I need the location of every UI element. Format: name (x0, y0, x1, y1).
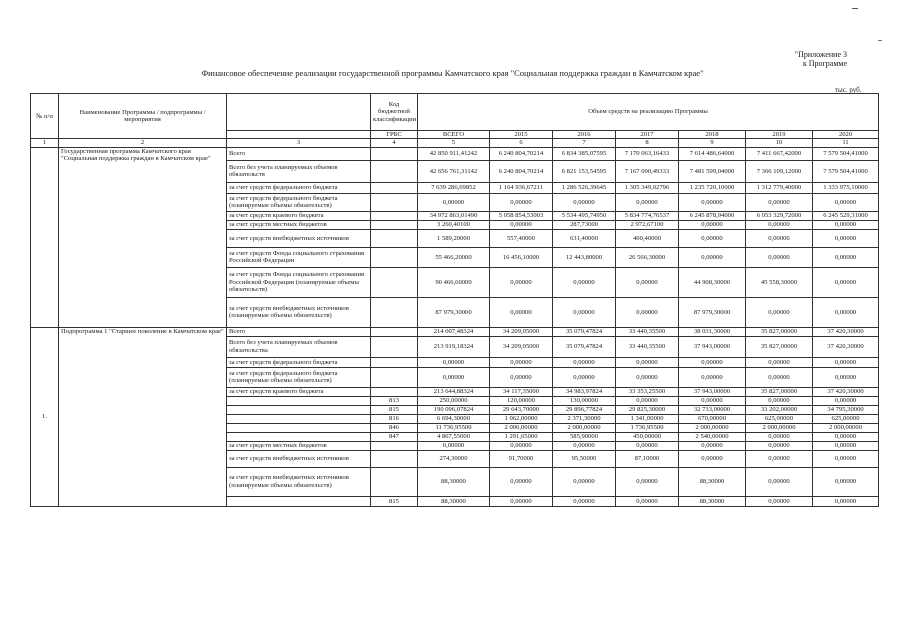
year-value: 0,00000 (679, 229, 746, 247)
total-value: 0,00000 (418, 367, 490, 387)
total-value: 3 260,40100 (418, 220, 490, 229)
year-value: 0,00000 (553, 357, 616, 367)
year-value: 0,00000 (679, 441, 746, 450)
grbs-code (371, 387, 418, 396)
header-total: ВСЕГО (418, 131, 490, 139)
column-index-cell: 8 (616, 139, 679, 147)
header-year: 2015 (490, 131, 553, 139)
year-value: 287,73000 (553, 220, 616, 229)
year-value: 0,00000 (746, 396, 813, 405)
year-value: 2 000,00000 (553, 423, 616, 432)
column-index-cell: 11 (813, 139, 879, 147)
funding-source: за счет средств местных бюджетов (227, 220, 371, 229)
year-value: 0,00000 (813, 432, 879, 441)
year-value: 0,00000 (616, 193, 679, 211)
year-value: 0,00000 (616, 496, 679, 506)
year-value: 34 209,05000 (490, 327, 553, 336)
year-value: 1 736,95500 (616, 423, 679, 432)
year-value: 670,00000 (679, 414, 746, 423)
total-value: 0,00000 (418, 357, 490, 367)
total-value: 190 096,07824 (418, 405, 490, 414)
total-value: 87 979,30000 (418, 297, 490, 327)
grbs-code (371, 297, 418, 327)
year-value: 37 420,30000 (813, 387, 879, 396)
year-value: 37 420,30000 (813, 336, 879, 357)
year-value: 2 000,00000 (490, 423, 553, 432)
year-value: 0,00000 (616, 267, 679, 297)
year-value: 0,00000 (746, 229, 813, 247)
year-value: 557,40000 (490, 229, 553, 247)
year-value: 44 908,30000 (679, 267, 746, 297)
year-value: 0,00000 (616, 297, 679, 327)
year-value: 0,00000 (553, 367, 616, 387)
year-value: 35 827,00000 (746, 336, 813, 357)
year-value: 0,00000 (679, 396, 746, 405)
year-value: 120,00000 (490, 396, 553, 405)
year-value: 2 972,67100 (616, 220, 679, 229)
year-value: 0,00000 (746, 467, 813, 496)
year-value: 0,00000 (746, 450, 813, 467)
year-value: 6 240 804,70214 (490, 147, 553, 160)
funding-source: за счет средств федерального бюджета (227, 182, 371, 193)
year-value: 0,00000 (616, 357, 679, 367)
year-value: 1 305 349,02796 (616, 182, 679, 193)
year-value: 450,00000 (616, 432, 679, 441)
year-value: 400,40000 (616, 229, 679, 247)
year-value: 0,00000 (746, 297, 813, 327)
funding-source (227, 423, 371, 432)
year-value: 7 579 504,41000 (813, 147, 879, 160)
year-value: 88,30000 (679, 467, 746, 496)
funding-source: за счет средств внебюджетных источников (227, 450, 371, 467)
total-value: 90 466,60000 (418, 267, 490, 297)
funding-source: Всего (227, 147, 371, 160)
appendix-label (737, 50, 847, 68)
year-value: 0,00000 (553, 267, 616, 297)
header-blank-2 (227, 131, 371, 139)
total-value: 4 867,55000 (418, 432, 490, 441)
year-value: 0,00000 (490, 467, 553, 496)
header-code: Код бюджетной классификации (371, 94, 418, 131)
year-value: 16 456,10000 (490, 247, 553, 267)
year-value: 33 440,35500 (616, 327, 679, 336)
year-value: 1 312 779,40000 (746, 182, 813, 193)
grbs-code (371, 450, 418, 467)
appendix-line-1: "Приложение 3 (794, 50, 847, 59)
year-value: 35 079,47824 (553, 327, 616, 336)
year-value: 29 643,70000 (490, 405, 553, 414)
year-value: 6 245 529,31000 (813, 211, 879, 220)
year-value: 2 540,00000 (679, 432, 746, 441)
year-value: 5 058 854,53003 (490, 211, 553, 220)
grbs-code (371, 147, 418, 160)
header-year: 2020 (813, 131, 879, 139)
year-value: 0,00000 (490, 193, 553, 211)
year-value: 0,00000 (679, 247, 746, 267)
grbs-code (371, 327, 418, 336)
year-value: 0,00000 (813, 467, 879, 496)
funding-source: за счет средств местных бюджетов (227, 441, 371, 450)
year-value: 0,00000 (813, 193, 879, 211)
year-value: 0,00000 (813, 229, 879, 247)
grbs-code (371, 229, 418, 247)
grbs-code (371, 182, 418, 193)
year-value: 0,00000 (490, 297, 553, 327)
row-number: 1. (31, 327, 59, 506)
appendix-line-2: к Программе (802, 59, 847, 68)
header-volume: Объем средств на реализацию Программы (418, 94, 879, 131)
year-value: 0,00000 (746, 247, 813, 267)
funding-source: за счет средств внебюджетных источников (планируемые объемы обязательств) (227, 297, 371, 327)
year-value: 34 983,97824 (553, 387, 616, 396)
year-value: 88,30000 (679, 496, 746, 506)
year-value: 34 117,35000 (490, 387, 553, 396)
year-value: 7 167 090,49333 (616, 160, 679, 182)
year-value: 0,00000 (813, 441, 879, 450)
grbs-code (371, 267, 418, 297)
year-value: 0,00000 (746, 441, 813, 450)
year-value: 35 827,00000 (746, 327, 813, 336)
program-name: Государственная программа Камчатского края "Социальная поддержка граждан в Камчатском крае" (59, 147, 227, 327)
column-index-cell: 1 (31, 139, 59, 147)
year-value: 5 834 774,76537 (616, 211, 679, 220)
year-value: 0,00000 (553, 297, 616, 327)
grbs-code (371, 193, 418, 211)
year-value: 87 979,30000 (679, 297, 746, 327)
grbs-code: 847 (371, 432, 418, 441)
column-index-cell: 6 (490, 139, 553, 147)
year-value: 45 558,30000 (746, 267, 813, 297)
year-value: 34 209,05000 (490, 336, 553, 357)
year-value: 0,00000 (746, 496, 813, 506)
total-value: 7 639 286,69852 (418, 182, 490, 193)
year-value: 0,00000 (813, 220, 879, 229)
grbs-code (371, 211, 418, 220)
funding-source: за счет средств Фонда социального страхования Российской Федерации (227, 247, 371, 267)
funding-source: за счет средств краевого бюджета (227, 387, 371, 396)
header-name: Наименование Программы / подпрограммы / мероприятия (59, 94, 227, 139)
year-value: 0,00000 (616, 367, 679, 387)
table-row (31, 327, 879, 336)
year-value: 1 235 720,10000 (679, 182, 746, 193)
total-value: 1 589,20000 (418, 229, 490, 247)
column-index-row (31, 139, 879, 147)
year-value: 0,00000 (553, 441, 616, 450)
grbs-code (371, 441, 418, 450)
year-value: 0,00000 (553, 193, 616, 211)
year-value: 0,00000 (616, 396, 679, 405)
year-value: 6 053 329,72000 (746, 211, 813, 220)
header-blank (227, 94, 371, 131)
year-value: 0,00000 (490, 367, 553, 387)
table-row (31, 147, 879, 160)
year-value: 32 733,00000 (679, 405, 746, 414)
year-value: 0,00000 (490, 496, 553, 506)
year-value: 29 825,30000 (616, 405, 679, 414)
year-value: 0,00000 (679, 450, 746, 467)
year-value: 7 614 486,64000 (679, 147, 746, 160)
year-value: 0,00000 (746, 367, 813, 387)
funding-source: Всего без учета планируемых объемов обязательства (227, 336, 371, 357)
total-value: 213 919,18324 (418, 336, 490, 357)
year-value: 26 566,30000 (616, 247, 679, 267)
year-value: 625,00000 (813, 414, 879, 423)
year-value: 1 341,00000 (616, 414, 679, 423)
total-value: 34 972 863,01490 (418, 211, 490, 220)
year-value: 0,00000 (813, 450, 879, 467)
total-value: 42 656 761,31142 (418, 160, 490, 182)
total-value: 0,00000 (418, 193, 490, 211)
year-value: 33 353,25500 (616, 387, 679, 396)
year-value: 0,00000 (553, 467, 616, 496)
grbs-code: 816 (371, 414, 418, 423)
year-value: 585,90000 (553, 432, 616, 441)
year-value: 625,00000 (746, 414, 813, 423)
year-value: 1 164 936,67211 (490, 182, 553, 193)
total-value: 0,00000 (418, 441, 490, 450)
year-value: 0,00000 (679, 193, 746, 211)
year-value: 0,00000 (746, 220, 813, 229)
year-value: 91,70000 (490, 450, 553, 467)
total-value: 88,30000 (418, 496, 490, 506)
funding-source: за счет средств краевого бюджета (227, 211, 371, 220)
grbs-code: 846 (371, 423, 418, 432)
table-body (31, 147, 879, 506)
year-value: 6 834 385,07595 (553, 147, 616, 160)
year-value: 7 170 063,16433 (616, 147, 679, 160)
year-value: 0,00000 (746, 193, 813, 211)
year-value: 2 371,30000 (553, 414, 616, 423)
header-year: 2017 (616, 131, 679, 139)
column-index-cell: 10 (746, 139, 813, 147)
header-year: 2018 (679, 131, 746, 139)
year-value: 0,00000 (813, 247, 879, 267)
year-value: 0,00000 (553, 496, 616, 506)
total-value: 6 694,30000 (418, 414, 490, 423)
year-value: 6 240 804,70214 (490, 160, 553, 182)
program-name: Подпрограмма 1 "Старшее поколение в Камчатском крае" (59, 327, 227, 506)
funding-source: за счет средств федерального бюджета (планируемые объемы обязательств) (227, 193, 371, 211)
year-value: 35 079,47824 (553, 336, 616, 357)
year-value: 34 795,30000 (813, 405, 879, 414)
year-value: 0,00000 (813, 496, 879, 506)
header-year: 2019 (746, 131, 813, 139)
total-value: 214 007,48324 (418, 327, 490, 336)
year-value: 6 245 878,94000 (679, 211, 746, 220)
year-value: 87,10000 (616, 450, 679, 467)
total-value: 213 644,88324 (418, 387, 490, 396)
year-value: 7 481 599,04000 (679, 160, 746, 182)
grbs-code: 813 (371, 396, 418, 405)
year-value: 0,00000 (616, 441, 679, 450)
funding-source: Всего без учета планируемых объемов обязательств (227, 160, 371, 182)
header-grbs: ГРБС (371, 131, 418, 139)
column-index-cell: 7 (553, 139, 616, 147)
year-value: 0,00000 (679, 220, 746, 229)
grbs-code (371, 367, 418, 387)
scan-mark (852, 8, 858, 9)
year-value: 0,00000 (679, 357, 746, 367)
total-value: 55 466,20000 (418, 247, 490, 267)
year-value: 0,00000 (813, 396, 879, 405)
grbs-code (371, 160, 418, 182)
year-value: 38 031,30000 (679, 327, 746, 336)
year-value: 0,00000 (679, 367, 746, 387)
year-value: 37 943,00000 (679, 387, 746, 396)
document-title: Финансовое обеспечение реализации государственной программы Камчатского края "Социальная поддержка граждан в Камчатском крае" (201, 68, 704, 78)
total-value: 88,30000 (418, 467, 490, 496)
funding-source (227, 414, 371, 423)
year-value: 7 579 504,41000 (813, 160, 879, 182)
year-value: 33 440,35500 (616, 336, 679, 357)
year-value: 1 333 975,10000 (813, 182, 879, 193)
year-value: 5 534 495,74950 (553, 211, 616, 220)
year-value: 0,00000 (813, 357, 879, 367)
year-value: 1 291,65000 (490, 432, 553, 441)
header-year: 2016 (553, 131, 616, 139)
year-value: 7 366 109,12000 (746, 160, 813, 182)
year-value: 2 000,00000 (746, 423, 813, 432)
funding-source: за счет средств федерального бюджета (планируемые объемы обязательств) (227, 367, 371, 387)
year-value: 6 821 153,54595 (553, 160, 616, 182)
year-value: 0,00000 (813, 267, 879, 297)
grbs-code (371, 247, 418, 267)
funding-source (227, 405, 371, 414)
column-index-cell: 2 (59, 139, 227, 147)
year-value: 35 827,00000 (746, 387, 813, 396)
year-value: 0,00000 (490, 220, 553, 229)
grbs-code (371, 357, 418, 367)
grbs-code (371, 220, 418, 229)
total-value: 250,00000 (418, 396, 490, 405)
year-value: 7 411 667,42000 (746, 147, 813, 160)
funding-source (227, 496, 371, 506)
total-value: 274,30000 (418, 450, 490, 467)
total-value: 42 850 911,41242 (418, 147, 490, 160)
funding-source (227, 396, 371, 405)
year-value: 0,00000 (813, 367, 879, 387)
grbs-code (371, 467, 418, 496)
year-value: 130,00000 (553, 396, 616, 405)
total-value: 11 736,95500 (418, 423, 490, 432)
year-value: 2 000,00000 (813, 423, 879, 432)
column-index-cell: 5 (418, 139, 490, 147)
year-value: 33 202,00000 (746, 405, 813, 414)
column-index-cell: 3 (227, 139, 371, 147)
header-num: № п/п (31, 94, 59, 139)
year-value: 95,50000 (553, 450, 616, 467)
year-value: 0,00000 (746, 432, 813, 441)
funding-source (227, 432, 371, 441)
year-value: 631,40000 (553, 229, 616, 247)
year-value: 37 420,30000 (813, 327, 879, 336)
grbs-code: 815 (371, 496, 418, 506)
year-value: 12 443,80000 (553, 247, 616, 267)
year-value: 29 896,77824 (553, 405, 616, 414)
scan-mark (878, 40, 882, 41)
unit-label: тыс. руб. (835, 86, 862, 94)
year-value: 0,00000 (490, 357, 553, 367)
funding-source: за счет средств внебюджетных источников (227, 229, 371, 247)
grbs-code (371, 336, 418, 357)
row-number (31, 147, 59, 327)
year-value: 1 286 526,39645 (553, 182, 616, 193)
funding-source: за счет средств федерального бюджета (227, 357, 371, 367)
column-index-cell: 4 (371, 139, 418, 147)
finance-table (30, 93, 879, 507)
year-value: 0,00000 (616, 467, 679, 496)
year-value: 0,00000 (746, 357, 813, 367)
funding-source: Всего (227, 327, 371, 336)
year-value: 37 943,00000 (679, 336, 746, 357)
funding-source: за счет средств внебюджетных источников (планируемые объемы обязательств) (227, 467, 371, 496)
year-value: 0,00000 (490, 441, 553, 450)
year-value: 0,00000 (813, 297, 879, 327)
grbs-code: 815 (371, 405, 418, 414)
year-value: 0,00000 (490, 267, 553, 297)
header-row (31, 94, 879, 131)
year-value: 2 000,00000 (679, 423, 746, 432)
column-index-cell: 9 (679, 139, 746, 147)
funding-source: за счет средств Фонда социального страхования Российской Федерации (планируемые объемы обязательств) (227, 267, 371, 297)
year-value: 1 062,00000 (490, 414, 553, 423)
